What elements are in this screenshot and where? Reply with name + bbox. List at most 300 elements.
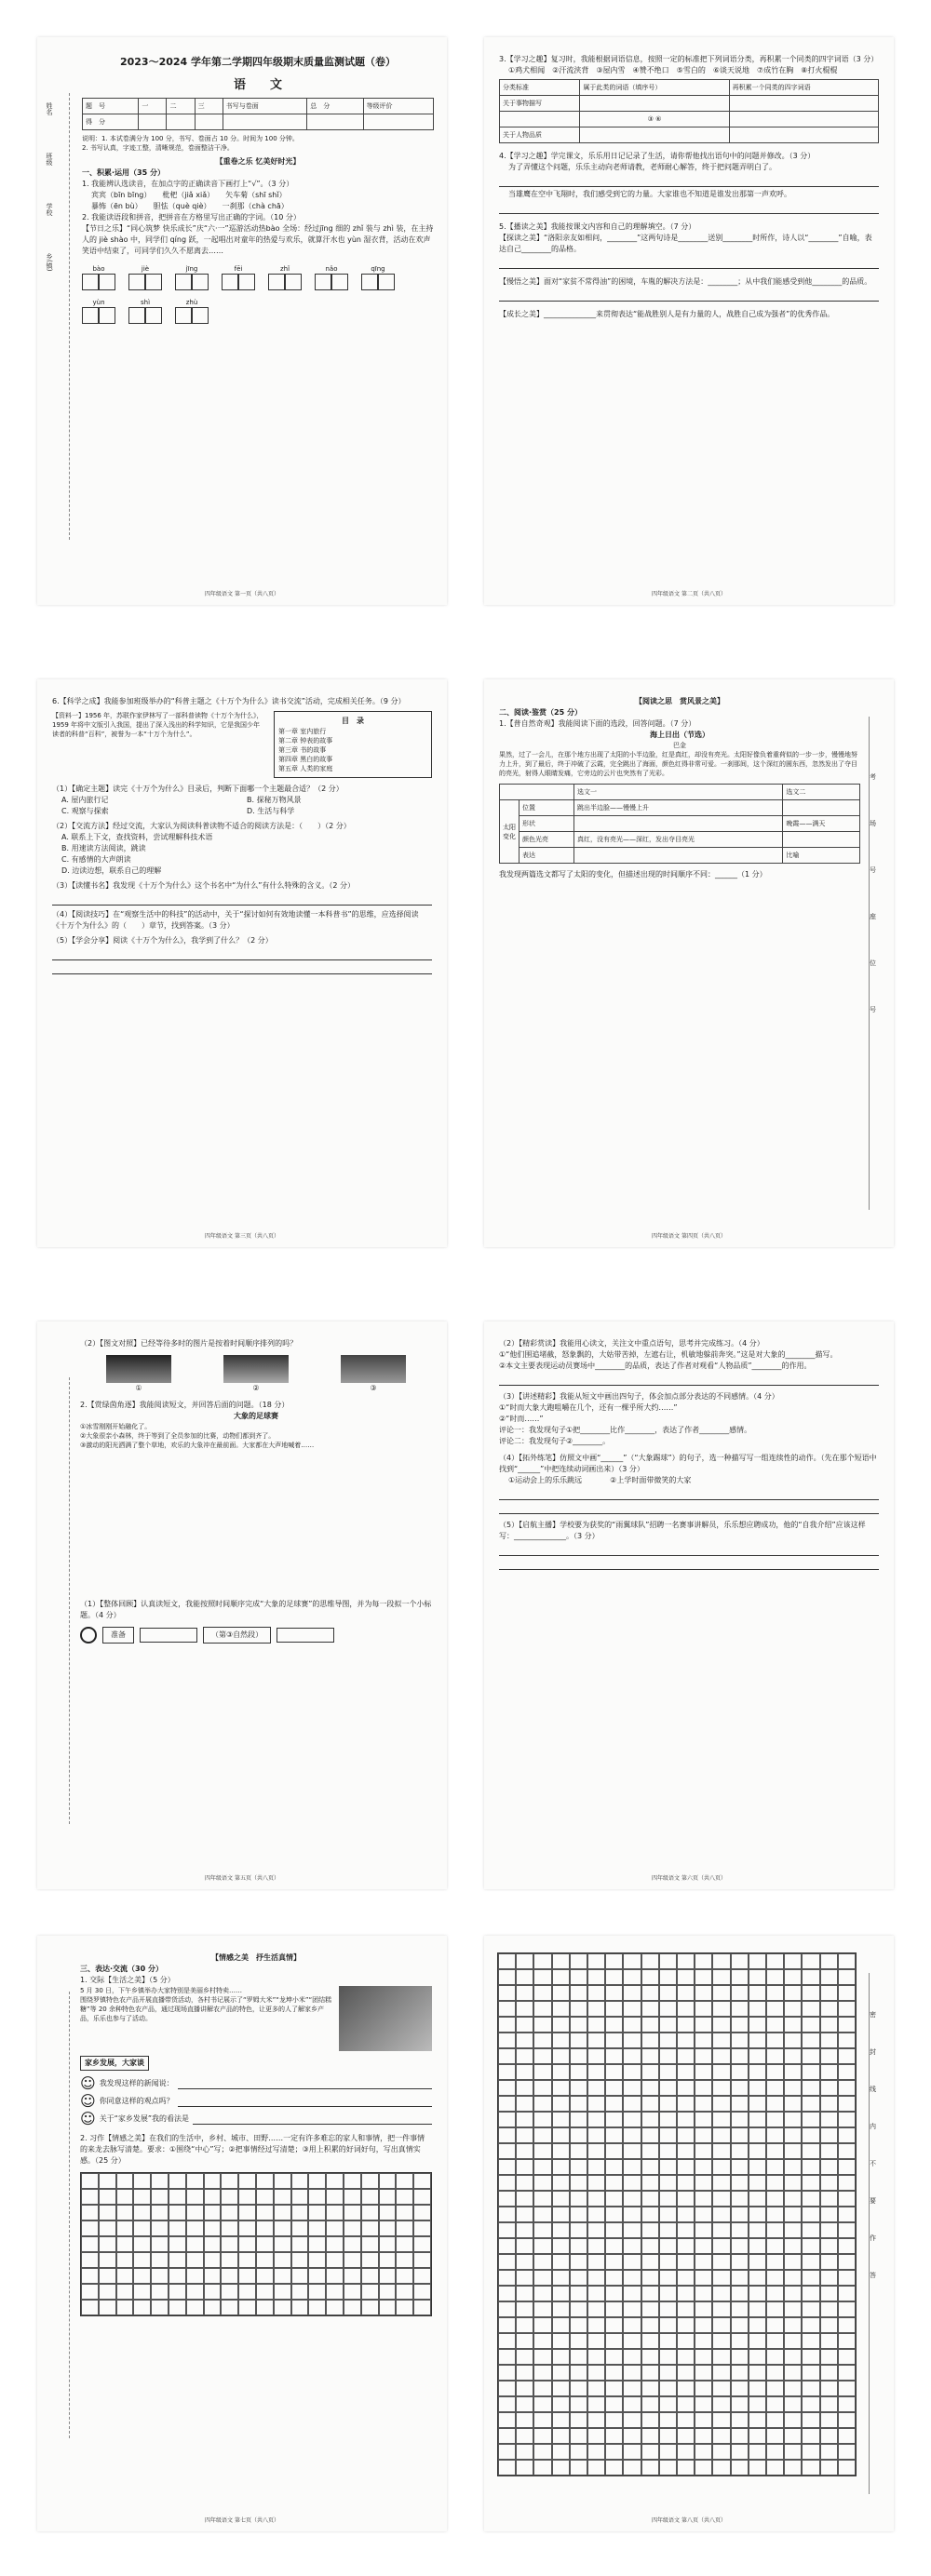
grid-cell[interactable]: [169, 2173, 186, 2189]
grid-cell[interactable]: [379, 2173, 397, 2189]
answer-line[interactable]: [499, 257, 879, 269]
grid-cell[interactable]: [838, 2238, 856, 2254]
grid-cell[interactable]: [749, 2349, 766, 2365]
grid-cell[interactable]: [570, 2080, 587, 2096]
grid-cell[interactable]: [498, 2301, 516, 2317]
grid-cell[interactable]: [731, 2460, 749, 2475]
grid-cell[interactable]: [784, 2080, 802, 2096]
grid-cell[interactable]: [533, 2396, 551, 2412]
grid-cell[interactable]: [677, 2317, 695, 2333]
grid-cell[interactable]: [99, 2252, 116, 2268]
grid-cell[interactable]: [695, 2381, 712, 2396]
grid-cell[interactable]: [659, 2096, 677, 2112]
grid-cell[interactable]: [623, 2270, 641, 2286]
grid-cell[interactable]: [605, 2365, 623, 2381]
grid-cell[interactable]: [802, 2096, 819, 2112]
grid-cell[interactable]: [641, 1969, 659, 1985]
grid-cell[interactable]: [221, 2236, 238, 2252]
grid-cell[interactable]: [623, 2333, 641, 2349]
grid-cell[interactable]: [838, 2428, 856, 2444]
grid-cell[interactable]: [749, 2381, 766, 2396]
grid-cell[interactable]: [570, 2396, 587, 2412]
grid-cell[interactable]: [533, 2096, 551, 2112]
grid-cell[interactable]: [605, 2064, 623, 2080]
grid-cell[interactable]: [605, 2222, 623, 2238]
grid-cell[interactable]: [533, 2207, 551, 2222]
grid-cell[interactable]: [641, 2112, 659, 2127]
grid-cell[interactable]: [379, 2205, 397, 2220]
grid-cell[interactable]: [784, 2254, 802, 2270]
grid-cell[interactable]: [820, 2048, 838, 2064]
grid-cell[interactable]: [802, 1985, 819, 2001]
grid-cell[interactable]: [587, 2349, 605, 2365]
grid-cell[interactable]: [498, 2112, 516, 2127]
grid-cell[interactable]: [498, 2254, 516, 2270]
grid-cell[interactable]: [238, 2189, 256, 2205]
grid-cell[interactable]: [623, 2033, 641, 2048]
grid-cell[interactable]: [308, 2220, 326, 2236]
grid-cell[interactable]: [766, 2365, 784, 2381]
grid-cell[interactable]: [81, 2220, 99, 2236]
grid-cell[interactable]: [712, 2460, 730, 2475]
grid-cell[interactable]: [766, 2017, 784, 2033]
grid-cell[interactable]: [695, 2396, 712, 2412]
grid-cell[interactable]: [605, 2143, 623, 2159]
grid-cell[interactable]: [587, 2191, 605, 2207]
grid-cell[interactable]: [784, 2017, 802, 2033]
grid-cell[interactable]: [820, 2301, 838, 2317]
grid-cell[interactable]: [641, 2191, 659, 2207]
grid-cell[interactable]: [169, 2189, 186, 2205]
grid-cell[interactable]: [838, 2143, 856, 2159]
grid-cell[interactable]: [413, 2220, 431, 2236]
grid-cell[interactable]: [659, 2048, 677, 2064]
grid-cell[interactable]: [238, 2252, 256, 2268]
grid-cell[interactable]: [623, 2207, 641, 2222]
grid-cell[interactable]: [659, 2254, 677, 2270]
grid-cell[interactable]: [731, 2096, 749, 2112]
grid-cell[interactable]: [802, 2238, 819, 2254]
grid-cell[interactable]: [766, 2254, 784, 2270]
grid-cell[interactable]: [81, 2189, 99, 2205]
grid-cell[interactable]: [731, 2064, 749, 2080]
answer-cell[interactable]: [729, 96, 878, 112]
grid-cell[interactable]: [587, 2222, 605, 2238]
grid-cell[interactable]: [116, 2236, 134, 2252]
grid-cell[interactable]: [570, 2333, 587, 2349]
grid-cell[interactable]: [552, 2365, 570, 2381]
grid-cell[interactable]: [838, 2444, 856, 2460]
grid-cell[interactable]: [81, 2300, 99, 2315]
grid-cell[interactable]: [133, 2173, 151, 2189]
grid-cell[interactable]: [587, 2396, 605, 2412]
grid-cell[interactable]: [677, 2033, 695, 2048]
grid-cell[interactable]: [587, 2017, 605, 2033]
grid-cell[interactable]: [533, 2333, 551, 2349]
grid-cell[interactable]: [731, 2175, 749, 2191]
grid-cell[interactable]: [552, 2033, 570, 2048]
grid-cell[interactable]: [498, 2286, 516, 2301]
grid-cell[interactable]: [570, 2175, 587, 2191]
grid-cell[interactable]: [605, 2286, 623, 2301]
answer-line[interactable]: [193, 2113, 432, 2125]
grid-cell[interactable]: [308, 2173, 326, 2189]
grid-cell[interactable]: [396, 2189, 413, 2205]
grid-cell[interactable]: [413, 2173, 431, 2189]
grid-cell[interactable]: [570, 2112, 587, 2127]
grid-cell[interactable]: [784, 2444, 802, 2460]
grid-cell[interactable]: [570, 2001, 587, 2017]
grid-cell[interactable]: [308, 2189, 326, 2205]
grid-cell[interactable]: [802, 2191, 819, 2207]
grid-cell[interactable]: [498, 2017, 516, 2033]
grid-cell[interactable]: [659, 2301, 677, 2317]
grid-cell[interactable]: [641, 2207, 659, 2222]
grid-cell[interactable]: [361, 2268, 379, 2284]
grid-cell[interactable]: [731, 2381, 749, 2396]
grid-cell[interactable]: [731, 2191, 749, 2207]
grid-cell[interactable]: [712, 1969, 730, 1985]
grid-cell[interactable]: [623, 2191, 641, 2207]
grid-cell[interactable]: [838, 2412, 856, 2428]
grid-cell[interactable]: [623, 2444, 641, 2460]
pinyin-box[interactable]: shì: [128, 298, 162, 324]
grid-cell[interactable]: [784, 2175, 802, 2191]
grid-cell[interactable]: [677, 2428, 695, 2444]
grid-cell[interactable]: [712, 2207, 730, 2222]
grid-cell[interactable]: [256, 2268, 274, 2284]
grid-cell[interactable]: [731, 2222, 749, 2238]
grid-cell[interactable]: [712, 2159, 730, 2175]
grid-cell[interactable]: [605, 2112, 623, 2127]
grid-cell[interactable]: [677, 2096, 695, 2112]
grid-cell[interactable]: [133, 2205, 151, 2220]
grid-cell[interactable]: [659, 2127, 677, 2143]
grid-cell[interactable]: [552, 2222, 570, 2238]
grid-cell[interactable]: [838, 2001, 856, 2017]
grid-cell[interactable]: [570, 2444, 587, 2460]
grid-cell[interactable]: [516, 2017, 533, 2033]
grid-cell[interactable]: [151, 2284, 169, 2300]
grid-cell[interactable]: [379, 2284, 397, 2300]
grid-cell[interactable]: [695, 2001, 712, 2017]
grid-cell[interactable]: [133, 2300, 151, 2315]
grid-cell[interactable]: [766, 2001, 784, 2017]
grid-cell[interactable]: [659, 2238, 677, 2254]
grid-cell[interactable]: [820, 2080, 838, 2096]
grid-cell[interactable]: [256, 2189, 274, 2205]
answer-cell[interactable]: [783, 832, 860, 848]
grid-cell[interactable]: [784, 2412, 802, 2428]
grid-cell[interactable]: [361, 2205, 379, 2220]
grid-cell[interactable]: [659, 2175, 677, 2191]
grid-cell[interactable]: [623, 2017, 641, 2033]
option[interactable]: C. 有感情的大声朗读: [61, 855, 131, 864]
grid-cell[interactable]: [677, 2460, 695, 2475]
grid-cell[interactable]: [802, 2349, 819, 2365]
grid-cell[interactable]: [802, 2444, 819, 2460]
grid-cell[interactable]: [712, 2017, 730, 2033]
grid-cell[interactable]: [784, 2112, 802, 2127]
grid-cell[interactable]: [820, 2033, 838, 2048]
grid-cell[interactable]: [587, 2127, 605, 2143]
grid-cell[interactable]: [413, 2189, 431, 2205]
grid-cell[interactable]: [641, 2301, 659, 2317]
grid-cell[interactable]: [749, 2412, 766, 2428]
grid-cell[interactable]: [291, 2268, 309, 2284]
grid-cell[interactable]: [731, 2159, 749, 2175]
grid-cell[interactable]: [749, 2396, 766, 2412]
grid-cell[interactable]: [766, 2412, 784, 2428]
grid-cell[interactable]: [204, 2220, 222, 2236]
writing-grid[interactable]: [80, 2172, 432, 2316]
grid-cell[interactable]: [605, 2017, 623, 2033]
grid-cell[interactable]: [151, 2189, 169, 2205]
grid-cell[interactable]: [605, 2333, 623, 2349]
grid-cell[interactable]: [659, 2428, 677, 2444]
option[interactable]: B. 用速读方法阅读，跳读: [61, 844, 146, 852]
grid-cell[interactable]: [677, 2127, 695, 2143]
grid-cell[interactable]: [802, 2333, 819, 2349]
grid-cell[interactable]: [749, 2238, 766, 2254]
grid-cell[interactable]: [133, 2220, 151, 2236]
grid-cell[interactable]: [784, 2207, 802, 2222]
grid-cell[interactable]: [587, 2112, 605, 2127]
grid-cell[interactable]: [570, 2301, 587, 2317]
grid-cell[interactable]: [516, 2112, 533, 2127]
grid-cell[interactable]: [712, 2381, 730, 2396]
grid-cell[interactable]: [326, 2284, 344, 2300]
grid-cell[interactable]: [641, 2048, 659, 2064]
grid-cell[interactable]: [587, 2428, 605, 2444]
grid-cell[interactable]: [587, 2048, 605, 2064]
grid-cell[interactable]: [838, 2349, 856, 2365]
grid-cell[interactable]: [838, 2048, 856, 2064]
grid-cell[interactable]: [749, 2112, 766, 2127]
grid-cell[interactable]: [221, 2189, 238, 2205]
pinyin-box[interactable]: zhù: [175, 298, 209, 324]
grid-cell[interactable]: [533, 1969, 551, 1985]
grid-cell[interactable]: [766, 2301, 784, 2317]
grid-cell[interactable]: [605, 2381, 623, 2396]
grid-cell[interactable]: [838, 2270, 856, 2286]
grid-cell[interactable]: [516, 2207, 533, 2222]
grid-cell[interactable]: [712, 2270, 730, 2286]
grid-cell[interactable]: [712, 2238, 730, 2254]
grid-cell[interactable]: [820, 2175, 838, 2191]
grid-cell[interactable]: [552, 2064, 570, 2080]
grid-cell[interactable]: [623, 2460, 641, 2475]
answer-line[interactable]: [499, 1558, 879, 1570]
grid-cell[interactable]: [766, 2048, 784, 2064]
grid-cell[interactable]: [570, 1953, 587, 1969]
grid-cell[interactable]: [784, 2460, 802, 2475]
grid-cell[interactable]: [516, 2333, 533, 2349]
grid-cell[interactable]: [344, 2205, 361, 2220]
grid-cell[interactable]: [344, 2268, 361, 2284]
grid-cell[interactable]: [552, 2460, 570, 2475]
grid-cell[interactable]: [677, 2381, 695, 2396]
grid-cell[interactable]: [695, 2444, 712, 2460]
grid-cell[interactable]: [516, 2444, 533, 2460]
grid-cell[interactable]: [677, 2222, 695, 2238]
grid-cell[interactable]: [587, 1985, 605, 2001]
grid-cell[interactable]: [820, 2254, 838, 2270]
grid-cell[interactable]: [533, 2349, 551, 2365]
grid-cell[interactable]: [784, 2317, 802, 2333]
grid-cell[interactable]: [749, 2096, 766, 2112]
grid-cell[interactable]: [641, 2001, 659, 2017]
grid-cell[interactable]: [204, 2284, 222, 2300]
grid-cell[interactable]: [749, 2033, 766, 2048]
grid-cell[interactable]: [204, 2205, 222, 2220]
grid-cell[interactable]: [641, 2159, 659, 2175]
grid-cell[interactable]: [820, 2460, 838, 2475]
grid-cell[interactable]: [587, 2238, 605, 2254]
grid-cell[interactable]: [116, 2268, 134, 2284]
grid-cell[interactable]: [204, 2173, 222, 2189]
grid-cell[interactable]: [838, 2317, 856, 2333]
grid-cell[interactable]: [731, 2270, 749, 2286]
grid-cell[interactable]: [712, 2033, 730, 2048]
grid-cell[interactable]: [712, 2254, 730, 2270]
grid-cell[interactable]: [498, 2001, 516, 2017]
grid-cell[interactable]: [784, 2048, 802, 2064]
grid-cell[interactable]: [99, 2189, 116, 2205]
grid-cell[interactable]: [516, 1969, 533, 1985]
grid-cell[interactable]: [784, 1953, 802, 1969]
grid-cell[interactable]: [695, 2428, 712, 2444]
grid-cell[interactable]: [605, 2207, 623, 2222]
grid-cell[interactable]: [396, 2300, 413, 2315]
grid-cell[interactable]: [731, 2017, 749, 2033]
grid-cell[interactable]: [659, 2270, 677, 2286]
grid-cell[interactable]: [641, 2396, 659, 2412]
grid-cell[interactable]: [587, 2412, 605, 2428]
grid-cell[interactable]: [221, 2220, 238, 2236]
grid-cell[interactable]: [838, 2112, 856, 2127]
grid-cell[interactable]: [712, 2096, 730, 2112]
grid-cell[interactable]: [641, 2064, 659, 2080]
grid-cell[interactable]: [623, 2175, 641, 2191]
grid-cell[interactable]: [256, 2236, 274, 2252]
grid-cell[interactable]: [677, 2017, 695, 2033]
answer-line[interactable]: [499, 1544, 879, 1556]
grid-cell[interactable]: [498, 2207, 516, 2222]
grid-cell[interactable]: [731, 2254, 749, 2270]
grid-cell[interactable]: [766, 2080, 784, 2096]
grid-cell[interactable]: [379, 2189, 397, 2205]
grid-cell[interactable]: [379, 2236, 397, 2252]
grid-cell[interactable]: [498, 1953, 516, 1969]
grid-cell[interactable]: [766, 2428, 784, 2444]
grid-cell[interactable]: [659, 2017, 677, 2033]
grid-cell[interactable]: [802, 2064, 819, 2080]
grid-cell[interactable]: [605, 2096, 623, 2112]
grid-cell[interactable]: [695, 1969, 712, 1985]
grid-cell[interactable]: [516, 2159, 533, 2175]
grid-cell[interactable]: [802, 2017, 819, 2033]
grid-cell[interactable]: [498, 1969, 516, 1985]
grid-cell[interactable]: [784, 2222, 802, 2238]
grid-cell[interactable]: [570, 2048, 587, 2064]
grid-cell[interactable]: [587, 2064, 605, 2080]
grid-cell[interactable]: [116, 2189, 134, 2205]
option[interactable]: C. 观察与探索: [61, 807, 109, 815]
grid-cell[interactable]: [605, 2001, 623, 2017]
grid-cell[interactable]: [516, 2270, 533, 2286]
grid-cell[interactable]: [838, 2159, 856, 2175]
grid-cell[interactable]: [766, 2444, 784, 2460]
grid-cell[interactable]: [379, 2252, 397, 2268]
grid-cell[interactable]: [623, 2143, 641, 2159]
grid-cell[interactable]: [533, 2017, 551, 2033]
grid-cell[interactable]: [766, 2207, 784, 2222]
grid-cell[interactable]: [731, 2349, 749, 2365]
grid-cell[interactable]: [820, 2159, 838, 2175]
grid-cell[interactable]: [802, 2286, 819, 2301]
grid-cell[interactable]: [677, 2286, 695, 2301]
grid-cell[interactable]: [820, 2207, 838, 2222]
grid-cell[interactable]: [659, 2112, 677, 2127]
grid-cell[interactable]: [516, 2428, 533, 2444]
grid-cell[interactable]: [838, 2254, 856, 2270]
grid-cell[interactable]: [820, 2317, 838, 2333]
grid-cell[interactable]: [731, 2428, 749, 2444]
grid-cell[interactable]: [695, 2175, 712, 2191]
grid-cell[interactable]: [516, 2001, 533, 2017]
grid-cell[interactable]: [838, 2286, 856, 2301]
grid-cell[interactable]: [695, 2254, 712, 2270]
grid-cell[interactable]: [641, 1985, 659, 2001]
grid-cell[interactable]: [326, 2236, 344, 2252]
grid-cell[interactable]: [784, 2159, 802, 2175]
grid-cell[interactable]: [99, 2173, 116, 2189]
grid-cell[interactable]: [731, 2396, 749, 2412]
grid-cell[interactable]: [498, 2349, 516, 2365]
answer-cell[interactable]: [729, 127, 878, 143]
grid-cell[interactable]: [396, 2220, 413, 2236]
answer-line[interactable]: [499, 1374, 879, 1386]
pinyin-box[interactable]: jīng: [175, 264, 209, 290]
grid-cell[interactable]: [516, 2033, 533, 2048]
grid-cell[interactable]: [570, 2270, 587, 2286]
grid-cell[interactable]: [784, 2381, 802, 2396]
grid-cell[interactable]: [749, 2317, 766, 2333]
grid-cell[interactable]: [570, 2191, 587, 2207]
grid-cell[interactable]: [820, 2428, 838, 2444]
grid-cell[interactable]: [238, 2173, 256, 2189]
pinyin-box[interactable]: yùn: [82, 298, 115, 324]
grid-cell[interactable]: [238, 2205, 256, 2220]
grid-cell[interactable]: [712, 2349, 730, 2365]
grid-cell[interactable]: [552, 2001, 570, 2017]
grid-cell[interactable]: [820, 1953, 838, 1969]
grid-cell[interactable]: [570, 2033, 587, 2048]
grid-cell[interactable]: [659, 2286, 677, 2301]
grid-cell[interactable]: [533, 2317, 551, 2333]
grid-cell[interactable]: [677, 2270, 695, 2286]
grid-cell[interactable]: [238, 2236, 256, 2252]
grid-cell[interactable]: [133, 2268, 151, 2284]
grid-cell[interactable]: [659, 2001, 677, 2017]
answer-line[interactable]: [52, 962, 432, 974]
grid-cell[interactable]: [677, 2048, 695, 2064]
grid-cell[interactable]: [498, 2460, 516, 2475]
grid-cell[interactable]: [169, 2236, 186, 2252]
grid-cell[interactable]: [695, 2238, 712, 2254]
grid-cell[interactable]: [820, 2191, 838, 2207]
